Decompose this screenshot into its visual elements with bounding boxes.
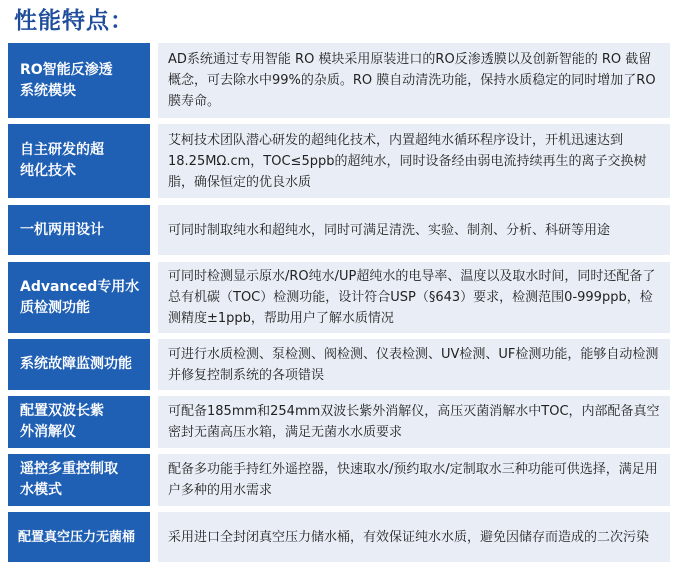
feature-label: 一机两用设计 — [8, 205, 150, 255]
feature-label: Advanced专用水质检测功能 — [8, 262, 150, 333]
feature-desc: 可进行水质检测、泵检测、阀检测、仪表检测、UV检测、UF检测功能，能够自动检测并修复控制系统的各项错误 — [158, 339, 670, 390]
feature-row — [8, 396, 670, 448]
feature-row — [8, 339, 670, 390]
feature-desc: AD系统通过专用智能 RO 模块采用原装进口的RO反渗透膜以及创新智能的 RO 截留概念，可去除水中99%的杂质。RO 膜自动清洗功能，保持水质稳定的同时增加了RO膜寿命。 — [158, 43, 670, 118]
feature-desc: 配备多功能手持红外遥控器，快速取水/预约取水/定制取水三种功能可供选择，满足用户多种的用水需求 — [158, 454, 670, 506]
feature-label: 遥控多重控制取水模式 — [8, 454, 150, 506]
feature-desc: 可同时制取纯水和超纯水，同时可满足清洗、实验、制剂、分析、科研等用途 — [158, 205, 670, 255]
feature-row — [8, 454, 670, 506]
feature-row — [8, 43, 670, 118]
feature-label: 配置真空压力无菌桶 — [8, 512, 150, 562]
feature-row — [8, 205, 670, 255]
feature-label: 配置双波长紫外消解仪 — [8, 396, 150, 448]
feature-desc: 采用进口全封闭真空压力储水桶，有效保证纯水水质，避免因储存而造成的二次污染 — [158, 512, 670, 562]
feature-label: 自主研发的超纯化技术 — [8, 124, 150, 198]
feature-label: RO智能反渗透系统模块 — [8, 43, 150, 118]
feature-desc: 艾柯技术团队潜心研发的超纯化技术，内置超纯水循环程序设计，开机迅速达到18.25MΩ.cm，TOC≤5ppb的超纯水，同时设备经由弱电流持续再生的离子交换树脂，确保恒定的优良水质 — [158, 124, 670, 198]
feature-row — [8, 124, 670, 198]
page-title: 性能特点： — [14, 8, 134, 34]
feature-desc: 可同时检测显示原水/RO纯水/UP超纯水的电导率、温度以及取水时间，同时还配备了总有机碳（TOC）检测功能，设计符合USP（§643）要求，检测范围0-999ppb，检测精度±1ppb，帮助用户了解水质情况 — [158, 262, 670, 333]
feature-row — [8, 512, 670, 562]
feature-desc: 可配备185mm和254mm双波长紫外消解仪，高压灭菌消解水中TOC，内部配备真空密封无菌高压水箱，满足无菌水水质要求 — [158, 396, 670, 448]
feature-label: 系统故障监测功能 — [8, 339, 150, 390]
feature-row — [8, 262, 670, 333]
